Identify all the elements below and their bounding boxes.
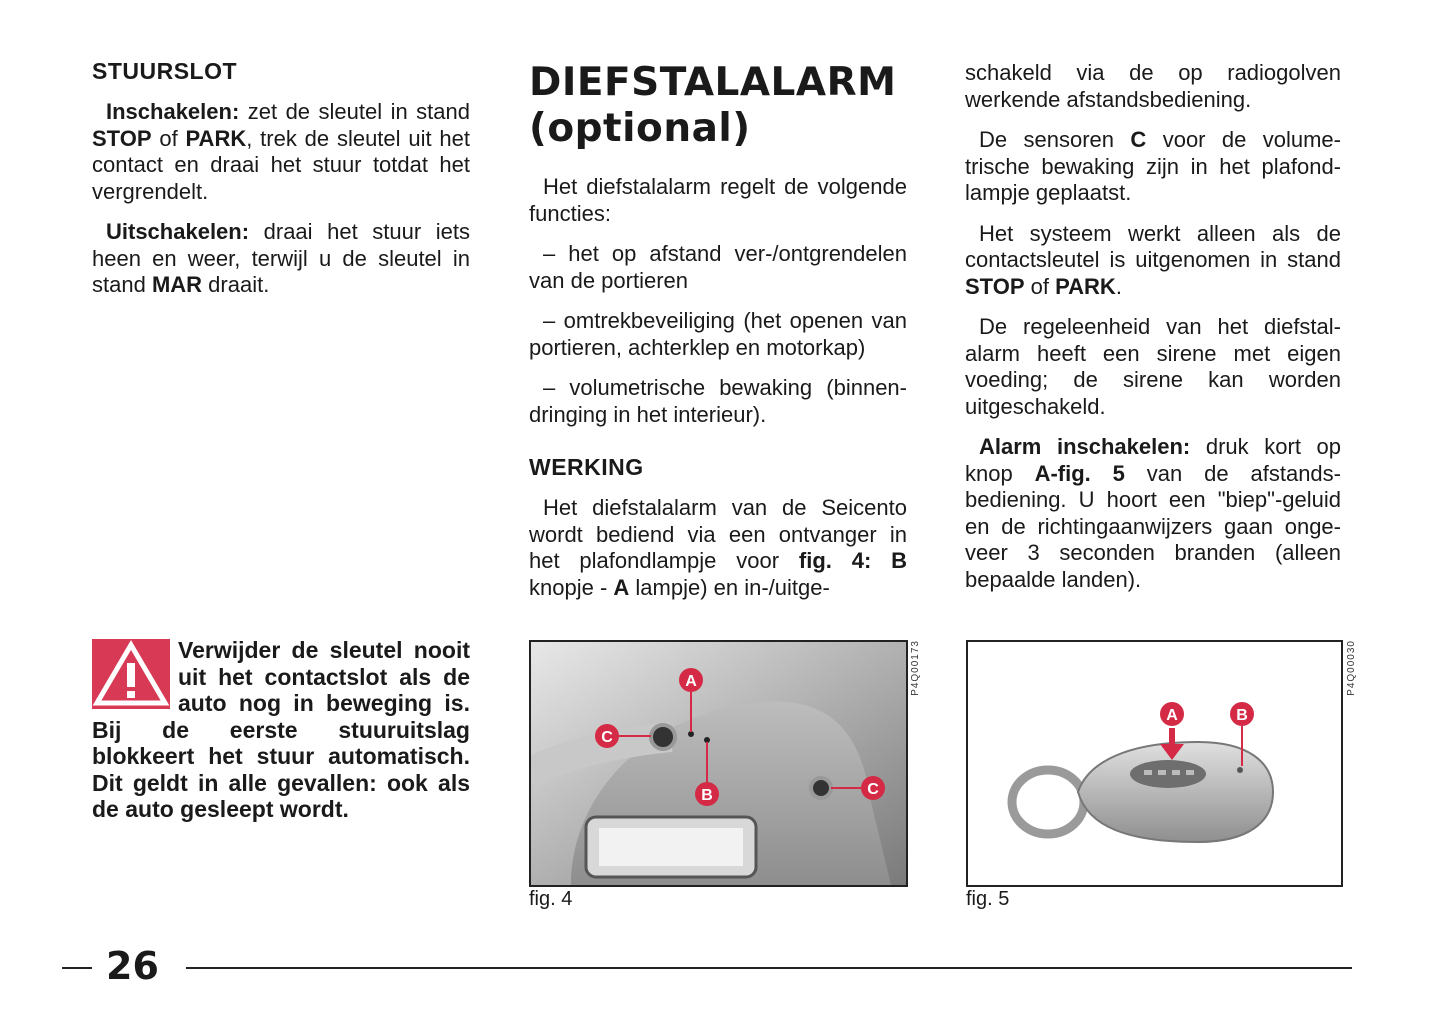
list-item: – omtrekbeveiliging (het openen van portieren, achterklep en motorkap) bbox=[529, 308, 907, 360]
callout-c-right bbox=[861, 776, 885, 800]
paragraph-continued: schakeld via de op radiogolven werkende afstandsbediening. bbox=[965, 60, 1341, 112]
page-title: DIEFSTALALARM (optional) bbox=[529, 60, 897, 151]
paragraph-uitschakelen: Uitschakelen: draai het stuur iets heen en weer, terwijl u de sleutel in stand MAR draait. bbox=[92, 219, 470, 297]
figure-5-caption: fig. 5 bbox=[966, 888, 1010, 910]
paragraph-sensoren: De sensoren C voor de volume-trische bewaking zijn in het plafond-lampje geplaatst. bbox=[965, 127, 1341, 205]
section-heading-werking: WERKING bbox=[529, 454, 644, 480]
svg-text:A: A bbox=[1166, 707, 1178, 724]
svg-text:C: C bbox=[601, 729, 613, 746]
svg-text:B: B bbox=[701, 787, 713, 804]
label-uitschakelen: Uitschakelen: bbox=[106, 219, 250, 244]
right-column bbox=[965, 60, 1341, 607]
callout-a bbox=[1160, 702, 1184, 726]
callout-c-left bbox=[595, 724, 619, 748]
footer-rule-right bbox=[186, 967, 1352, 969]
callout-b bbox=[695, 782, 719, 806]
left-column bbox=[92, 58, 470, 313]
callout-a bbox=[679, 668, 703, 692]
figure-5-remote-control bbox=[966, 640, 1343, 887]
svg-text:C: C bbox=[867, 781, 879, 798]
warning-text: Verwijder de sleutel nooit uit het contactslot als de auto nog in beweging is. Bij de eerste stuuruitslag blokkeert het stuur automatisch. Dit geldt in alle gevallen: ook als de auto gesleept wordt. bbox=[92, 637, 470, 822]
remote-control-illustration bbox=[968, 642, 1341, 885]
paragraph-inschakelen: Inschakelen: zet de sleutel in stand STOP of PARK, trek de sleutel uit het contact en draai het stuur totdat het vergrendelt. bbox=[92, 99, 471, 204]
paragraph-systeem: Het systeem werkt alleen als de contactsleutel is uitgenomen in stand STOP of PARK. bbox=[965, 220, 1341, 299]
list-item: – het op afstand ver-/ontgrendelen van de portieren bbox=[529, 241, 907, 293]
paragraph-alarm-inschakelen: Alarm inschakelen: druk kort op knop A-fig. 5 van de afstands-bediening. U hoort een "biep"-geluid en de richtingaanwijzers gaan onge-veer 3 seconden branden (alleen bepaalde landen). bbox=[965, 434, 1342, 592]
figure-4-code: P4Q00173 bbox=[910, 640, 921, 696]
footer-rule-left bbox=[62, 967, 92, 969]
svg-text:A: A bbox=[685, 673, 697, 690]
ceiling-lamp-illustration bbox=[531, 642, 906, 885]
list-item: – volumetrische bewaking (binnen-dringing in het interieur). bbox=[529, 375, 907, 427]
warning-box bbox=[92, 637, 470, 823]
label-alarm-inschakelen: Alarm inschakelen: bbox=[979, 434, 1191, 459]
figure-4-ceiling-lamp bbox=[529, 640, 908, 887]
figure-5-code: P4Q00030 bbox=[1346, 640, 1357, 696]
page-number: 26 bbox=[106, 944, 159, 988]
intro-paragraph: Het diefstalalarm regelt de volgende functies: bbox=[529, 174, 907, 226]
section-heading-stuurslot: STUURSLOT bbox=[92, 58, 238, 84]
svg-text:B: B bbox=[1236, 707, 1248, 724]
middle-column bbox=[529, 60, 907, 615]
callout-b bbox=[1230, 702, 1254, 726]
paragraph-regeleenheid: De regeleenheid van het diefstal-alarm heeft een sirene met eigen voeding; de sirene kan worden uitgeschakeld. bbox=[965, 314, 1341, 419]
warning-triangle-icon bbox=[92, 639, 170, 709]
paragraph-werking: Het diefstalalarm van de Seicento wordt bediend via een ontvanger in het plafondlampje voor fig. 4: B knopje - A lampje) en in-/uitge- bbox=[529, 495, 908, 600]
label-inschakelen: Inschakelen: bbox=[106, 99, 240, 124]
figure-4-caption: fig. 4 bbox=[529, 888, 573, 910]
